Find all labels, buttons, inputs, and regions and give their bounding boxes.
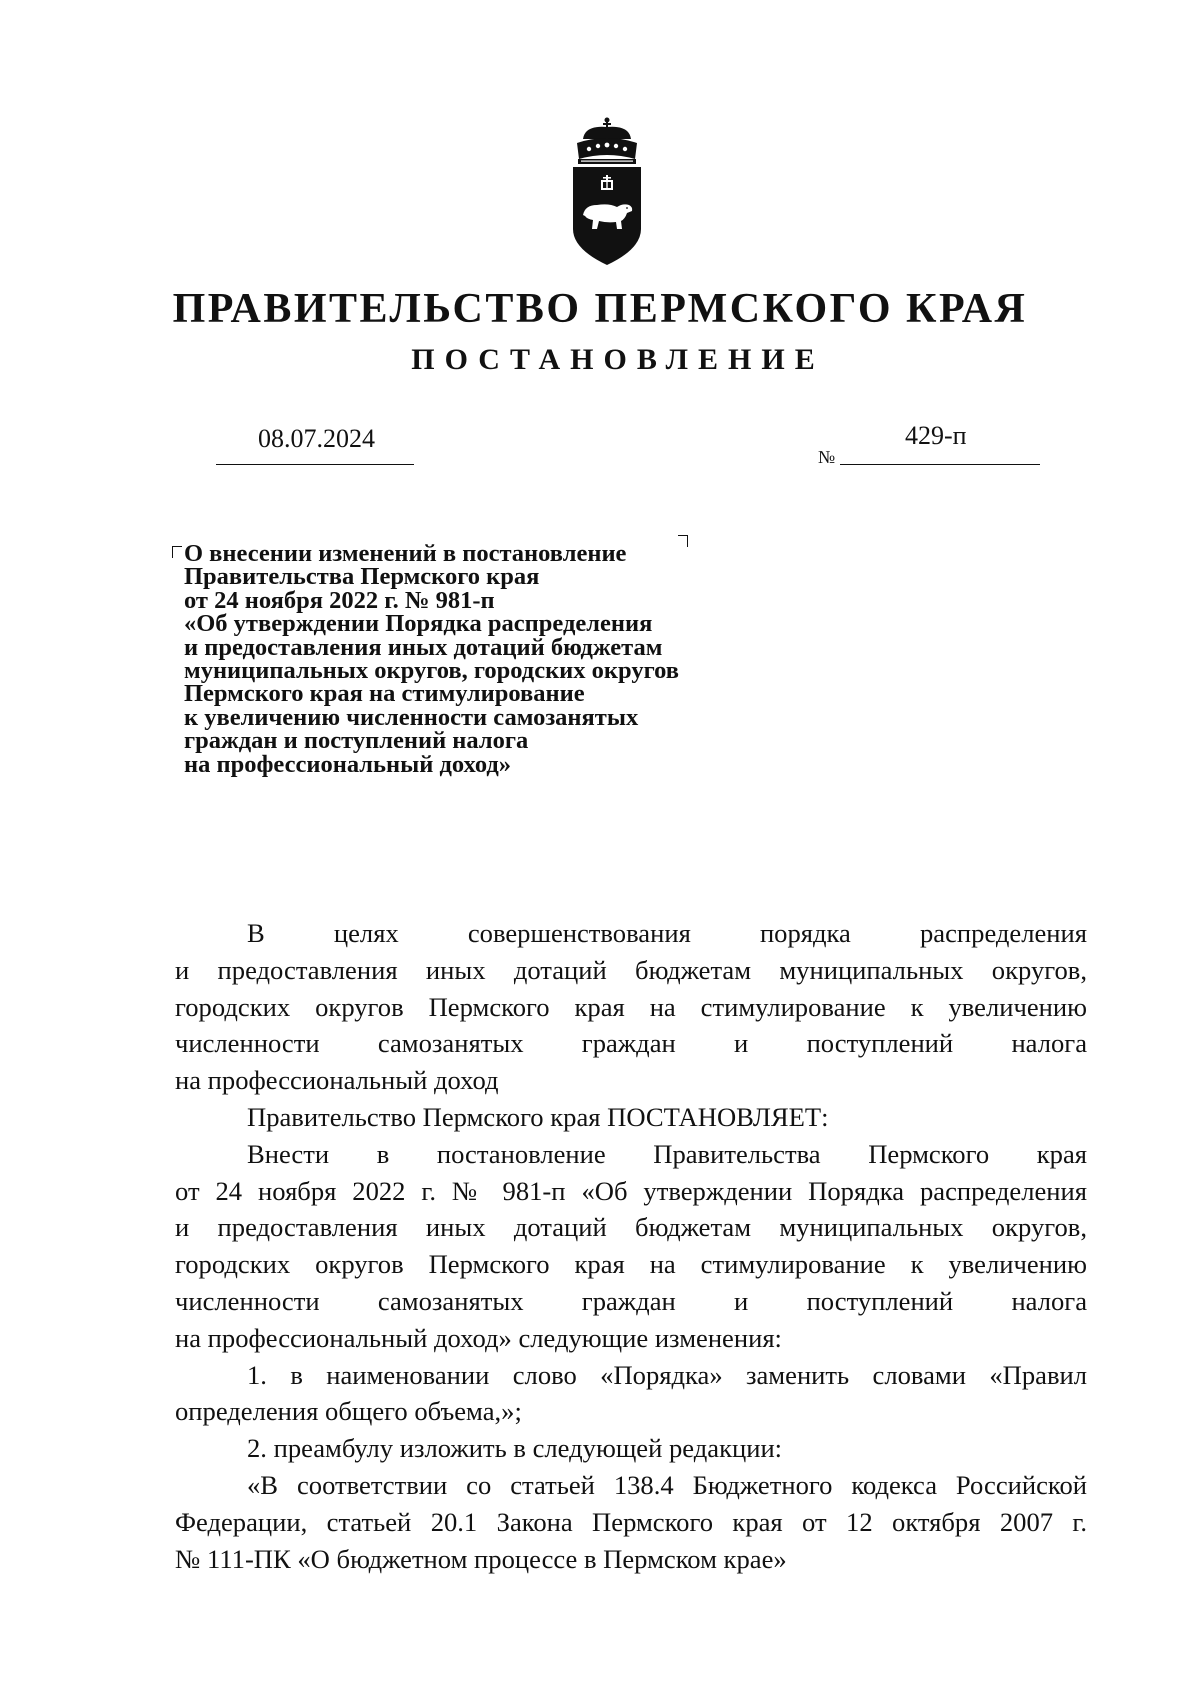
body-line: 2. преамбулу изложить в следующей редакции: bbox=[247, 1433, 783, 1464]
body-paragraph-item-2 bbox=[175, 1430, 1087, 1467]
body-line: «В соответствии со статьей 138.4 Бюджетного кодекса Российской bbox=[247, 1469, 1087, 1500]
organization-title: ПРАВИТЕЛЬСТВО ПЕРМСКОГО КРАЯ bbox=[172, 286, 1028, 332]
body-line: Федерации, статьей 20.1 Закона Пермского края от 12 октября 2007 г. bbox=[175, 1506, 1087, 1537]
body-line: численности самозанятых граждан и поступлений налога bbox=[175, 1028, 1087, 1059]
body-paragraph-item-1 bbox=[175, 1357, 1087, 1431]
body-line: 1. в наименовании слово «Порядка» заменить словами «Правил bbox=[247, 1359, 1087, 1390]
document-type: ПОСТАНОВЛЕНИЕ bbox=[411, 343, 825, 376]
body-line: городских округов Пермского края на стимулирование к увеличению bbox=[175, 991, 1087, 1022]
document-date: 08.07.2024 bbox=[258, 424, 375, 453]
number-underline bbox=[840, 464, 1040, 465]
document-subject bbox=[184, 542, 784, 776]
body-line: Внести в постановление Правительства Пермского края bbox=[247, 1138, 1087, 1169]
subject-line: Пермского края на стимулирование bbox=[184, 680, 585, 708]
body-line: и предоставления иных дотаций бюджетам муниципальных округов, bbox=[175, 954, 1087, 985]
subject-line: О внесении изменений в постановление bbox=[184, 540, 627, 567]
body-line: от 24 ноября 2022 г. № 981-п «Об утверждении Порядка распределения bbox=[175, 1175, 1087, 1206]
body-line: № 111-ПК «О бюджетном процессе в Пермском крае» bbox=[175, 1543, 787, 1574]
subject-line: муниципальных округов, городских округов bbox=[184, 657, 679, 685]
document-number: 429-п bbox=[905, 421, 967, 450]
body-paragraph-preamble bbox=[175, 1467, 1087, 1577]
body-line: В целях совершенствования порядка распределения bbox=[247, 918, 1087, 948]
subject-line: «Об утверждении Порядка распределения bbox=[184, 610, 653, 638]
body-line: численности самозанятых граждан и поступлений налога bbox=[175, 1285, 1087, 1316]
subject-line: Правительства Пермского края bbox=[184, 563, 540, 591]
subject-line: граждан и поступлений налога bbox=[184, 727, 529, 755]
coat-of-arms-emblem bbox=[565, 117, 649, 267]
number-sign: № bbox=[818, 447, 836, 467]
subject-corner-mark-left bbox=[172, 546, 182, 558]
body-paragraph-amend bbox=[175, 1136, 1087, 1357]
body-line: и предоставления иных дотаций бюджетам муниципальных округов, bbox=[175, 1212, 1087, 1243]
body-line: городских округов Пермского края на стимулирование к увеличению bbox=[175, 1249, 1087, 1280]
subject-line: от 24 ноября 2022 г. № 981-п bbox=[184, 586, 495, 614]
document-body bbox=[175, 915, 1087, 1577]
body-line: Правительство Пермского края ПОСТАНОВЛЯЕТ: bbox=[247, 1101, 829, 1132]
body-paragraph-resolves bbox=[175, 1099, 1087, 1136]
subject-line: и предоставления иных дотаций бюджетам bbox=[184, 633, 663, 661]
body-line: на профессиональный доход» следующие изменения: bbox=[175, 1322, 782, 1353]
body-paragraph-purpose bbox=[175, 915, 1087, 1099]
body-line: определения общего объема,»; bbox=[175, 1396, 522, 1427]
date-underline bbox=[216, 464, 414, 465]
subject-line: к увеличению численности самозанятых bbox=[184, 703, 639, 731]
body-line: на профессиональный доход bbox=[175, 1065, 499, 1096]
subject-line: на профессиональный доход» bbox=[184, 750, 512, 778]
